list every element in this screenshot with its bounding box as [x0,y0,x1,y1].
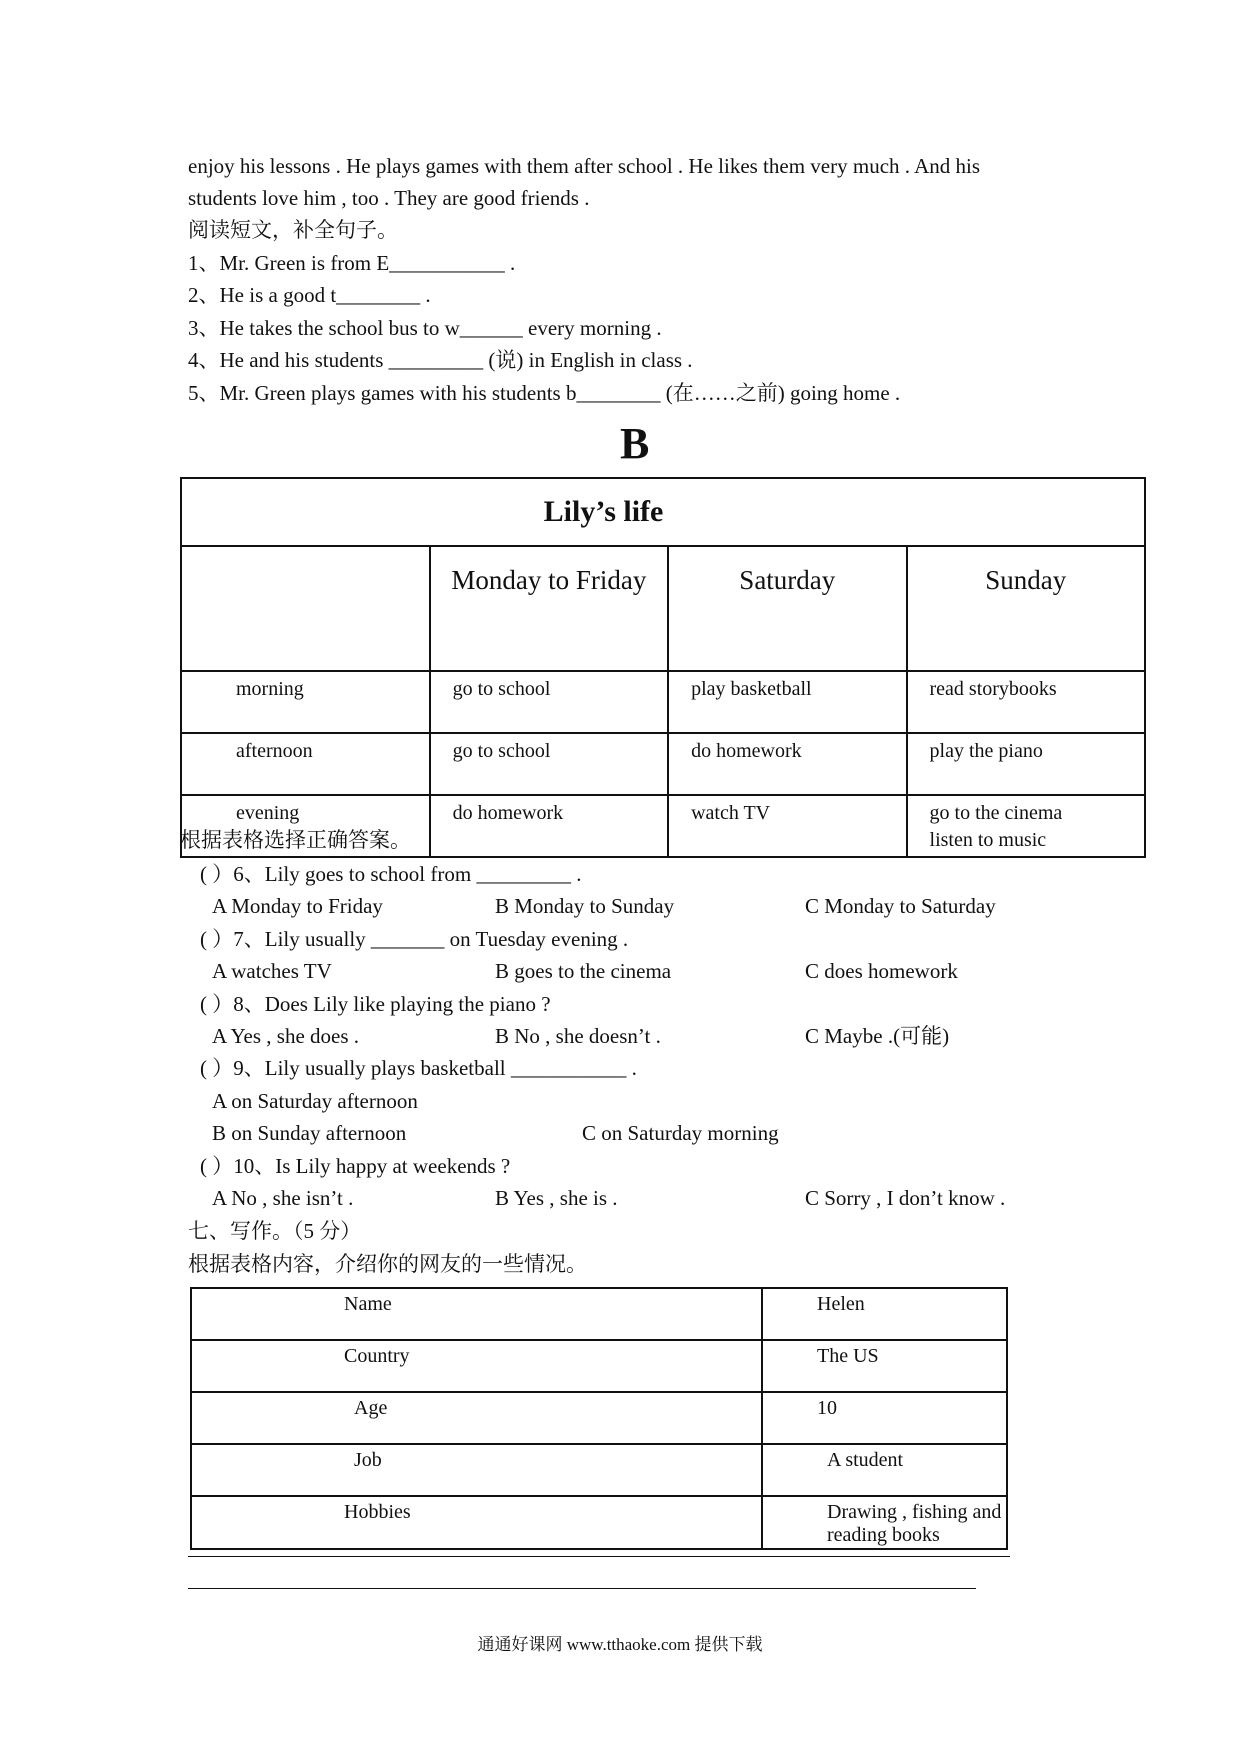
info-key: Hobbies [191,1496,762,1549]
question-9-option-b: B on Sunday afternoon [212,1121,407,1145]
table-cell: morning [181,671,430,733]
table-cell: watch TV [668,795,906,857]
question-9-stem: ( ）9、Lily usually plays basketball ___________ . [200,1056,637,1080]
table-row [181,671,1145,733]
fill-item-3: 3、He takes the school bus to w______ every morning . [188,316,662,340]
writing-line-2 [188,1588,976,1589]
question-10-option-c: C Sorry , I don’t know . [805,1186,1006,1210]
question-7-option-a: A watches TV [212,959,332,983]
table-header: Sunday [907,546,1145,671]
writing-instruction: 根据表格内容，介绍你的网友的一些情况。 [188,1252,587,1276]
table-header: Monday to Friday [430,546,668,671]
table-title: Lily’s life [181,478,1145,546]
table-row [191,1340,1007,1392]
question-6-stem: ( ）6、Lily goes to school from _________ . [200,862,582,886]
fill-item-4: 4、He and his students _________ (说) in English in class . [188,348,693,372]
fill-item-2: 2、He is a good t________ . [188,283,431,307]
table-row [181,733,1145,795]
table-cell: read storybooks [907,671,1145,733]
passage-line-2: students love him , too . They are good friends . [188,186,590,210]
table-row [191,1392,1007,1444]
table-header: Saturday [668,546,906,671]
table-cell-line: go to the cinema [929,802,1063,824]
table-cell [907,795,1145,857]
writing-title: 七、写作。（5 分） [188,1219,362,1243]
question-7-stem: ( ）7、Lily usually _______ on Tuesday evening . [200,927,629,951]
info-value: Drawing , fishing and reading books [762,1496,1007,1549]
table-row [191,1444,1007,1496]
table-cell-line: listen to music [929,829,1047,851]
info-key: Age [191,1392,762,1444]
table-row [191,1496,1007,1549]
table-cell: do homework [430,795,668,857]
section-b-label: B [620,419,650,468]
fill-item-1: 1、Mr. Green is from E___________ . [188,251,516,275]
question-6-option-b: B Monday to Sunday [495,894,675,918]
info-value: Helen [762,1288,1007,1340]
fill-item-5: 5、Mr. Green plays games with his students b________ (在……之前) going home . [188,381,901,405]
section-b-instruction: 根据表格选择正确答案。 [180,828,411,852]
lily-life-table [180,477,1146,858]
table-cell: play basketball [668,671,906,733]
table-cell: afternoon [181,733,430,795]
table-cell: evening [181,795,430,857]
question-7-option-b: B goes to the cinema [495,959,672,983]
question-9-option-a: A on Saturday afternoon [212,1089,418,1113]
info-key: Job [191,1444,762,1496]
question-10-stem: ( ）10、Is Lily happy at weekends ? [200,1154,511,1178]
question-7-option-c: C does homework [805,959,958,983]
info-value: 10 [762,1392,1007,1444]
question-8-option-c: C Maybe .(可能) [805,1024,950,1048]
question-6-option-c: C Monday to Saturday [805,894,996,918]
table-header-blank [181,546,430,671]
passage-line-1: enjoy his lessons . He plays games with them after school . He likes them very much . And his [188,154,981,178]
question-8-option-b: B No , she doesn’t . [495,1024,661,1048]
info-value: The US [762,1340,1007,1392]
table-cell: play the piano [907,733,1145,795]
table-cell: go to school [430,671,668,733]
question-8-option-a: A Yes , she does . [212,1024,360,1048]
table-row [191,1288,1007,1340]
info-key: Name [191,1288,762,1340]
section-a-instruction: 阅读短文，补全句子。 [188,218,398,242]
writing-line-1 [188,1556,1010,1557]
friend-info-table [190,1287,1008,1550]
question-9-option-c: C on Saturday morning [582,1121,779,1145]
question-10-option-a: A No , she isn’t . [212,1186,354,1210]
table-cell: go to school [430,733,668,795]
info-key: Country [191,1340,762,1392]
question-10-option-b: B Yes , she is . [495,1186,618,1210]
question-6-option-a: A Monday to Friday [212,894,383,918]
question-8-stem: ( ）8、Does Lily like playing the piano ? [200,992,551,1016]
table-cell: do homework [668,733,906,795]
info-value: A student [762,1444,1007,1496]
page-footer: 通通好课网 www.tthaoke.com 提供下载 [477,1635,763,1654]
